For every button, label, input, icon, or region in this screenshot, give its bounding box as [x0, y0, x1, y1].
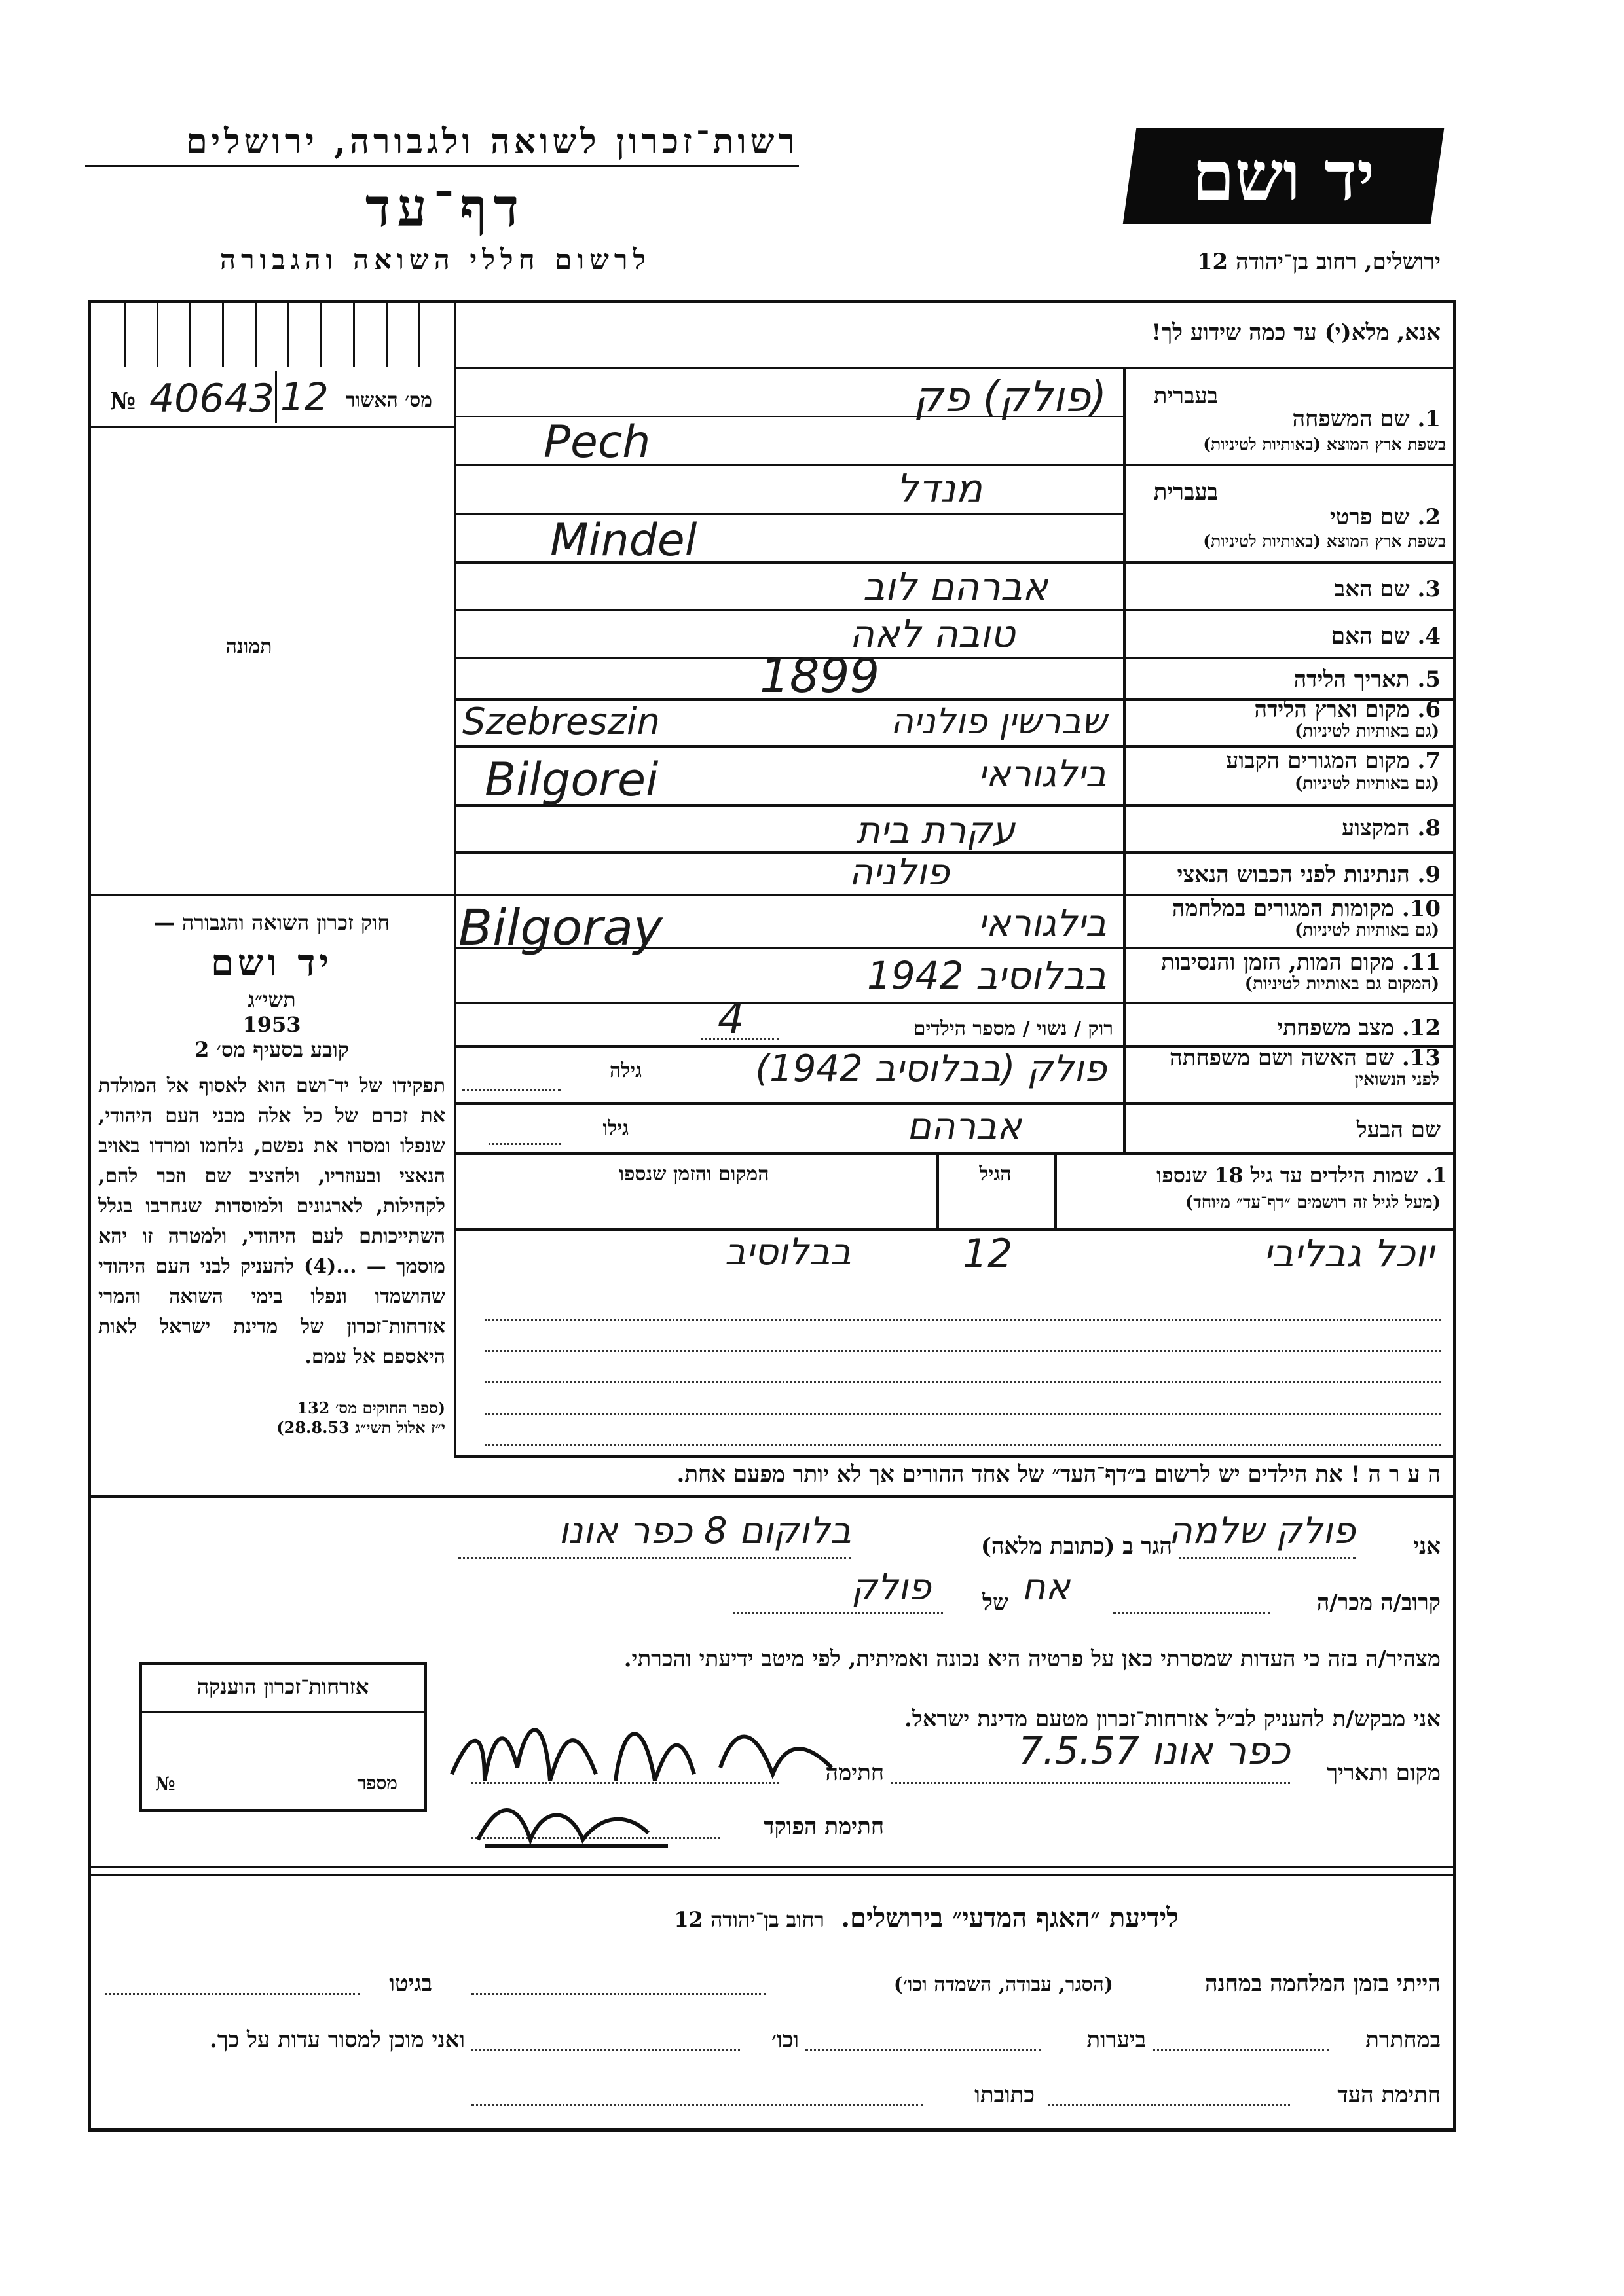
field-3-label	[1139, 576, 1441, 602]
field-1-hebrew-hint: בעברית	[1153, 383, 1218, 409]
field-10-label	[1113, 896, 1441, 922]
field-8-value: עקרת בית	[856, 809, 1015, 852]
field-9-num: 9.	[1417, 862, 1441, 888]
field-5-value: 1899	[760, 648, 880, 703]
officer-signature	[471, 1794, 681, 1853]
field-2-name: שם פרטי	[1329, 504, 1410, 530]
field-2-num: 2.	[1417, 504, 1441, 530]
field-13-name: שם האשה ושם משפחתה	[1170, 1045, 1394, 1071]
field-4-value: טובה לאה	[849, 611, 1015, 656]
note-text: ה ע ר ה ! את הילדים יש לרשום ב״דף־העד״ של אחד ההורים אך לא יותר מפעם אחת.	[676, 1461, 1441, 1487]
field-5-name: תאריך הלידה	[1293, 666, 1410, 693]
bottom-address: רחוב בן־יהודה 12	[674, 1907, 825, 1932]
field-1-value-latin: Pech	[544, 416, 651, 468]
bottom-line3-a: חתימת העד	[1337, 2082, 1441, 2108]
field-1-value-he: (פולק) פק	[913, 373, 1107, 422]
field-13-value: פולק (בבלוסיב 1942)	[755, 1048, 1107, 1090]
bottom-line3-b: כתובתו	[974, 2082, 1035, 2108]
field-6-name: מקום וארץ הלידה	[1254, 697, 1410, 723]
photo-label: תמונה	[225, 635, 272, 658]
field-11-num: 11.	[1401, 949, 1441, 975]
certificate-number-prefix: №	[155, 1773, 175, 1795]
field-9-name: הנתינות לפני הכבוש הנאצי	[1177, 862, 1410, 888]
declaration-lives-at: הגר ב (כתובת מלאה)	[980, 1533, 1172, 1559]
declarant-name: פולק שלמה	[1168, 1510, 1356, 1552]
field-10-name: מקומות המגורים במלחמה	[1172, 896, 1394, 922]
law-year-he: תשי״ג	[248, 987, 296, 1012]
field-3-value: אברהם לוב	[862, 564, 1048, 609]
field-2-latin-hint: בשפת ארץ המוצא (באותיות לטיניות)	[1203, 532, 1446, 551]
officer-label: חתימת הפוקד	[764, 1813, 884, 1840]
field-13-hint: לפני הנשואין	[1354, 1070, 1439, 1089]
field-11-value: בבלוסיב 1942	[866, 953, 1107, 998]
bottom-line2-end: ואני מוכן למסור עדות על כך.	[210, 2027, 465, 2053]
law-title: חוק זכרון השואה והגבורה —	[153, 910, 390, 935]
field-7-num: 7.	[1417, 748, 1441, 774]
field-4-label	[1139, 623, 1441, 649]
children-label	[1061, 1163, 1447, 1188]
bottom-line2-c: וכו׳	[771, 2027, 799, 2053]
field-7-value-latin: Bilgorei	[485, 753, 659, 807]
field-4-num: 4.	[1417, 623, 1441, 649]
logo-text: יד ושם	[1192, 136, 1375, 216]
field-3-name: שם האב	[1334, 576, 1410, 602]
field-6-num: 6.	[1417, 697, 1441, 723]
yad-vashem-logo	[1123, 128, 1445, 224]
of-value: פולק	[851, 1566, 931, 1609]
field-10-num: 10.	[1401, 896, 1441, 922]
bottom-header	[458, 1903, 1179, 1933]
certificate-box-title: אזרחות־זכרון הוענקה	[196, 1674, 369, 1699]
field-9-label	[1113, 862, 1441, 888]
field-12-name: מצב משפחתי	[1277, 1015, 1394, 1041]
field-4-name: שם האם	[1331, 623, 1410, 649]
statement-text: מצהיר/ה בזה כי העדות שמסרתי כאן על פרטיה היא נכונה ואמיתית, לפי מיטב ידיעתי והכרתי.	[623, 1646, 1441, 1672]
field-1-num: 1.	[1417, 406, 1441, 432]
certificate-box	[139, 1662, 427, 1812]
form-title: דף־עד	[365, 177, 526, 238]
bottom-line1-start: הייתי בזמן המלחמה במחנה	[1205, 1971, 1441, 1997]
form-subtitle: לרשום חללי השואה והגבורה	[219, 244, 652, 276]
signature-label: חתימה	[825, 1760, 884, 1786]
registration-label: מס׳ האשור	[345, 389, 432, 412]
field-2-hebrew-hint: בעברית	[1153, 479, 1218, 505]
law-ref-2: י״ז אלול תשי״ג 28.8.53)	[276, 1418, 445, 1437]
registration-prefix: №	[110, 388, 136, 415]
field-husband-value: אברהם	[906, 1105, 1022, 1148]
field-7-label	[1139, 748, 1441, 774]
bottom-line2-b: ביערות	[1086, 2027, 1146, 2053]
field-5-num: 5.	[1417, 666, 1441, 693]
declarant-address: בלוקום 8 כפר אונו	[558, 1510, 851, 1552]
field-9-value: פולניה	[849, 851, 950, 894]
field-12-num: 12.	[1401, 1015, 1441, 1041]
field-husband-age-label: גילו	[602, 1117, 629, 1140]
bottom-line2-a: במחתרת	[1365, 2027, 1441, 2053]
address: ירושלים, רחוב בן־יהודה 12	[1196, 249, 1441, 275]
field-12-value: 4	[718, 995, 745, 1044]
field-1-name: שם המשפחה	[1292, 406, 1410, 432]
field-6-value-he: שברשין פולניה	[890, 701, 1107, 742]
field-13-age-label: גילה	[609, 1059, 642, 1082]
field-3-num: 3.	[1417, 576, 1441, 602]
field-2-value-he: מנדל	[896, 466, 982, 512]
place-date-value: כפר אונו 7.5.57	[1018, 1728, 1290, 1773]
field-8-label	[1139, 815, 1441, 841]
relative-label: קרוב/ה מכר/ה	[1316, 1590, 1441, 1616]
field-10-value-he: בילגוראי	[978, 902, 1107, 945]
law-text: תפקידו של יד־ושם הוא לאסוף אל המולדת את זכרם של כל אלה מבני העם היהודי, שנפלו ומסרו את נפשם, נלחמו ומרדו באויב הנאצי ובעוזריו, ולהציב שם וזכר להם, לקהילות, לארגונים ולמוסדות שנחרבו בגלל השתייכותם לעם היהודי, ולמטרה זו יהא מוסמך — ...(4) להעניק לבני העם היהודי שהושמדו ונפלו בימי השואה והמרי אזרחות־זכרון של מדינת ישראל לאות היאספם אל עמם.	[98, 1074, 445, 1368]
field-12-label	[1139, 1015, 1441, 1041]
field-husband-label: שם הבעל	[1356, 1117, 1441, 1143]
field-6-hint: (גם באותיות לטיניות)	[1294, 721, 1439, 741]
field-13-label	[1113, 1045, 1441, 1071]
place-date-label: מקום ותאריך	[1327, 1760, 1441, 1786]
bottom-title: לידיעת ״האגף המדעי״ בירושלים.	[841, 1903, 1179, 1933]
field-7-value-he: בילגוראי	[978, 753, 1107, 795]
intro-text: אנא, מלא(י) עד כמה שידוע לך!	[1151, 319, 1441, 346]
field-7-name: מקום המגורים הקבוע	[1226, 748, 1410, 774]
field-10-value-latin: Bilgoray	[458, 898, 663, 957]
registration-number-2: 12	[280, 374, 329, 419]
field-1-label	[1179, 406, 1441, 432]
child-1-age: 12	[963, 1231, 1013, 1277]
field-11-name: מקום המות, הזמן והנסיבות	[1160, 949, 1394, 975]
children-col-place: המקום והזמן שנספו	[619, 1163, 769, 1186]
field-8-num: 8.	[1417, 815, 1441, 841]
law-year: 1953	[242, 1012, 301, 1037]
law-clause: קובע בסעיף מס׳ 2	[194, 1037, 349, 1062]
children-col-age: הגיל	[979, 1163, 1012, 1186]
field-2-value-latin: Mindel	[550, 515, 697, 566]
field-1-latin-hint: בשפת ארץ המוצא (באותיות לטיניות)	[1203, 435, 1446, 454]
registration-number: 40643	[149, 376, 274, 422]
bottom-line1-end: בגיטו	[389, 1971, 432, 1997]
of-label: של	[982, 1590, 1008, 1616]
declaration-ani: אני	[1413, 1533, 1441, 1559]
field-5-label	[1139, 666, 1441, 693]
law-block	[98, 910, 445, 1438]
field-10-hint: (גם באותיות לטיניות)	[1294, 920, 1439, 940]
law-name: יד ושם	[210, 941, 333, 985]
field-7-hint: (גם באותיות לטיניות)	[1294, 774, 1439, 793]
tick-strip	[91, 303, 455, 367]
relation-value: אח	[1022, 1566, 1071, 1609]
field-12-status-label: רוק / נשוי / מספר הילדים	[913, 1017, 1113, 1040]
certificate-number-label: מספר	[357, 1772, 397, 1794]
children-num: 1.	[1425, 1163, 1447, 1188]
field-2-label	[1179, 504, 1441, 530]
children-hint: (מעל לגיל זה רושמים ״דף־עד״ מיוחד)	[1185, 1193, 1441, 1212]
field-13-num: 13.	[1401, 1045, 1441, 1071]
child-1-place: בבלוסיב	[724, 1231, 851, 1273]
field-11-label	[1113, 949, 1441, 975]
declarant-signature	[445, 1702, 838, 1807]
bottom-line1-paren: (הסגר, עבודה, השמדה וכו׳)	[893, 1973, 1113, 1996]
field-11-hint: (המקום גם באותיות לטיניות)	[1244, 974, 1439, 994]
authority-name: רשות־זכרון לשואה ולגבורה, ירושלים	[186, 122, 799, 162]
children-title: שמות הילדים עד גיל 18 שנספו	[1156, 1163, 1418, 1188]
field-6-label	[1139, 697, 1441, 723]
field-8-name: המקצוע	[1341, 815, 1410, 841]
law-ref-1: (ספר החוקים מס׳ 132	[297, 1398, 445, 1417]
child-1-name: יוכל גבליבי	[1263, 1231, 1434, 1275]
field-6-value-latin: Szebreszin	[462, 701, 661, 743]
request-text: אני מבקש/ת להעניק לב״ל אזרחות־זכרון מטעם מדינת ישראל.	[904, 1706, 1441, 1732]
